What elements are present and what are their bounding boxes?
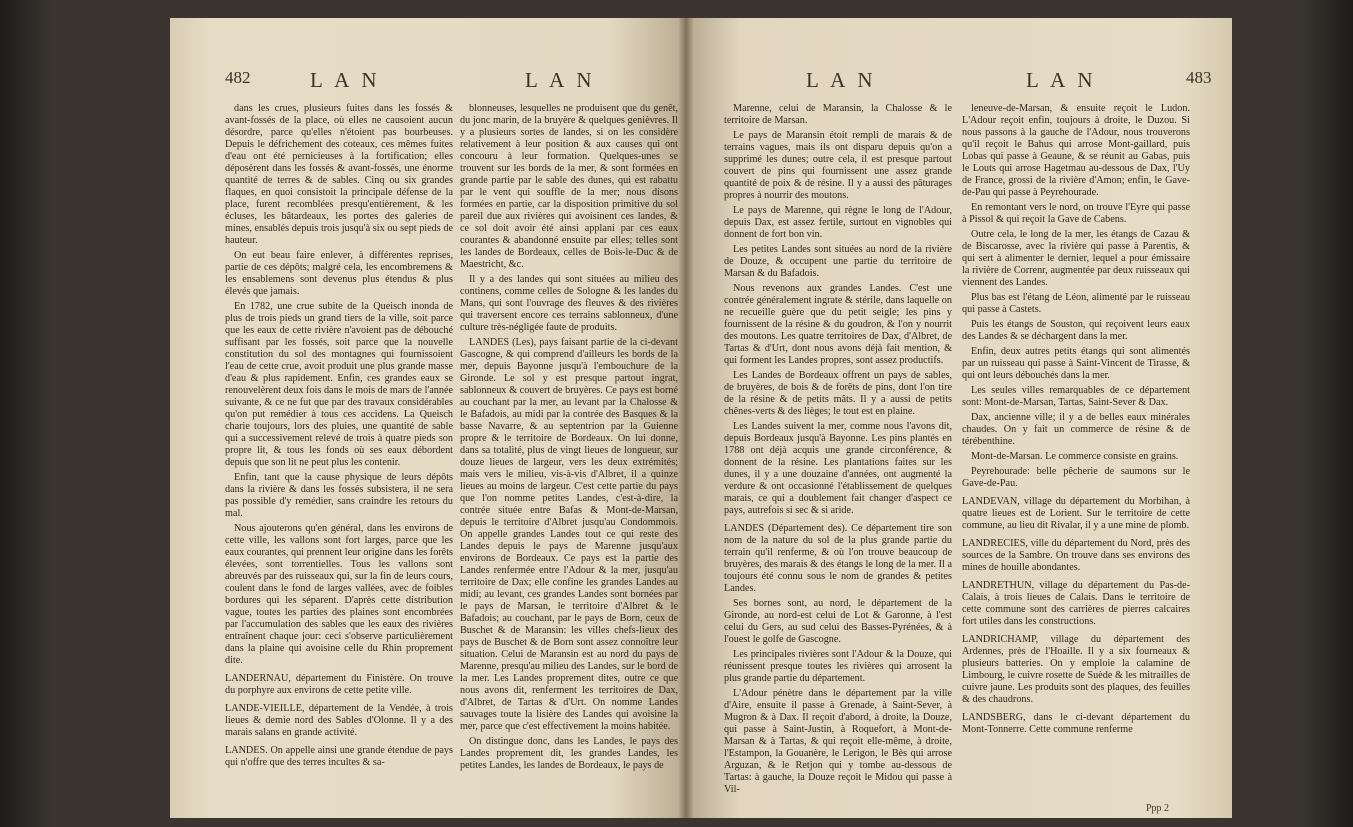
paragraph: Le pays de Marenne, qui règne le long de l'Adour, depuis Dax, est assez fertile, surtout en vignobles qui donnent de fort bon vin.	[724, 205, 952, 240]
entry-landrecies: LANDRECIES, ville du département du Nord, près des sources de la Sambre. On trouve dans ses environs des mines de houille abondantes.	[962, 538, 1190, 573]
page-number-left: 482	[225, 68, 251, 87]
paragraph: Le pays de Maransin étoit rempli de marais & de terrains vagues, mais ils ont disparu depuis qu'on a supprimé les dunes; outre cela, il est presque partout couvert de pins qui fournissent une assez grande quantité de poix & de résine. Il y a aussi des pâturages propres à nourrir des moutons.	[724, 130, 952, 201]
paragraph: Les petites Landes sont situées au nord de la rivière de Douze, & occupent une partie du territoire de Marsan & du Bafadois.	[724, 244, 952, 279]
right-column-2	[962, 103, 1190, 803]
paragraph: Enfin, deux autres petits étangs qui sont alimentés par un ruisseau qui passe à Saint-Vincent de Tirasse, & qui ont leurs débouchés dans la mer.	[962, 346, 1190, 381]
running-head-right-1: L A N	[806, 68, 877, 92]
left-column-1	[225, 103, 453, 803]
paragraph: Les principales rivières sont l'Adour & la Douze, qui réunissent presque toutes les rivières qui arrosent la plus grande partie du département.	[724, 649, 952, 684]
paragraph: On distingue donc, dans les Landes, le pays des Landes proprement dit, les grandes Landes, les petites Landes, les landes de Bordeaux, le pays de	[460, 736, 678, 771]
paragraph: LANDES (Les), pays faisant partie de la ci-devant Gascogne, & qui comprend d'ailleurs les bords de la mer, depuis Bayonne jusqu'à l'embouchure de la Gironde. Le sol y est presque partout ingrat, sablonneux & couvert de bruyères. Ce pays est borné au couchant par la mer, au levant par la Chalosse & le Bafadois, au midi par la contrée des Basques & la basse Navarre, & au septentrion par la Guienne propre & le territoire de Bordeaux. On lui donne, dans sa totalité, plus de vingt lieues de longueur, sur douze lieues de largeur, vers les deux extrémités; mais vers le milieu, vis-à-vis d'Albret, il a quinze lieues au moins de largeur. C'est cette partie du pays que l'on nomme petites Landes, c'est-à-dire, la contrée située entre Bafas & Mont-de-Marsan, depuis le territoire d'Albret jusqu'au Condommois. On appelle grandes Landes tout ce qui reste des Landes depuis le pays de Marenne jusqu'aux environs de Bordeaux. Ce pays est la partie des Landes renfermée entre l'Adour & la mer, jusqu'au territoire de Dax; elle confine les grandes Landes au midi; au levant, ces grandes Landes sont bornées par le pays de Marsan, le territoire d'Albret & le Bafadois; au couchant, par le pays de Born, ceux de Buschet & de Maransin: les villes chefs-lieux des pays de Buschet & de Born sont assez connoître leur situation. Celui de Maransin est au nord du pays de Marenne, presqu'au milieu des Landes, sur le bord de la mer. Les Landes proprement dites, outre ce que nous avons dit, renferment les territoires de Dax, d'Albret, de Tartas & d'Urt. On nomme Landes sauvages toute la lisière des Landes qui avoisine la mer, parce que c'est effectivement la moins habitée.	[460, 337, 678, 732]
paragraph: Enfin, tant que la cause physique de leurs dépôts dans la rivière & dans les fossés subsistera, il ne sera pas possible d'y remédier, sans craindre les retours du mal.	[225, 472, 453, 519]
entry-landernau: LANDERNAU, département du Finistère. On trouve du porphyre aux environs de cette petite ville.	[225, 673, 453, 696]
left-column-2	[460, 103, 678, 803]
paragraph: Il y a des landes qui sont situées au milieu des continens, comme celles de Sologne & les landes du Mans, qui sont l'ouvrage des fleuves & des rivières qui traversent encore ces terrains sablonneux, d'une culture très-négligée faute de produits.	[460, 274, 678, 333]
paragraph: Marenne, celui de Maransin, la Chalosse & le territoire de Marsan.	[724, 103, 952, 126]
left-page	[170, 18, 686, 818]
paragraph: Puis les étangs de Souston, qui reçoivent leurs eaux des Landes & se déchargent dans la mer.	[962, 319, 1190, 342]
paragraph: Les Landes suivent la mer, comme nous l'avons dit, depuis Bordeaux jusqu'à Bayonne. Les pins plantés en 1788 ont déjà acquis une grande circonférence, & donnent de la résine. Les plantations faites sur les dunes, il y a une douzaine d'années, ont augmenté la verdure & ont occasionné l'établissement de quelques marais, ce qui a doublement fait changer d'aspect ce pays, autrefois si sec & si aride.	[724, 421, 952, 516]
running-head-left-1: L A N	[310, 68, 381, 92]
paragraph: Dax, ancienne ville; il y a de belles eaux minérales chaudes. On y fait un commerce de résine & de térébenthine.	[962, 412, 1190, 447]
paragraph: Mont-de-Marsan. Le commerce consiste en grains.	[971, 451, 1179, 462]
paragraph: Nous ajouterons qu'en général, dans les environs de cette ville, les vallons sont fort larges, parce que les eaux courantes, qui prennent leur origine dans les forêts élevées, sont torrentielles. Tous les vallons sont abreuvés par des ruisseaux qui, sur la fin de leurs cours, coulent dans le fond de larges vallées, avec de foibles bordures qui les séparent. D'après cette distribution vague, toutes les parties des plaines sont encombrées par l'accumulation des sables que les eaux des rivières entraînent chaque jour: ceci s'observe particulièrement dans la plaine qui avoisine celle du Rhin proprement dite.	[225, 523, 453, 666]
paragraph: leneuve-de-Marsan, & ensuite reçoit le Ludon. L'Adour reçoit enfin, toujours à droite, le Duzou. Si nous passons à la gauche de l'Adour, nous trouverons qu'il reçoit le Bahus qui arrose Mont-gaillard, puis Lobas qui passe à Geaune, & se réunit au Gabas, puis le Louts qui arrose Hagetmau au-dessous de Dax, l'Uy de France, grossi de la rivière d'Amon; enfin, le Gave-de-Pau qui passe à Peyrehourade.	[962, 103, 1190, 198]
page-number-right: 483	[1186, 68, 1212, 87]
paragraph: L'Adour pénètre dans le département par la ville d'Aire, ensuite il passe à Grenade, à Saint-Sever, à Mugron & à Dax. Il reçoit d'abord, à droite, la Douze, qui passe à Saint-Justin, à Roquefort, à Mont-de-Marsan & à Tartas, & qui reçoit elle-même, à droite, l'Estampon, la Gouanère, le Lerigon, le Bès qui arrose Arguzan, & le Retjon qui y tombe au-dessous de Tartas: à gauche, la Douze reçoit le Midou qui passe à Vil-	[724, 688, 952, 795]
entry-landrethun: LANDRETHUN, village du département du Pas-de-Calais, à trois lieues de Calais. Dans le territoire de cette commune sont des carrières de pierres calcaires fort utiles dans les constructions.	[962, 580, 1190, 627]
paragraph: Les seules villes remarquables de ce département sont: Mont-de-Marsan, Tartas, Saint-Sever & Dax.	[962, 385, 1190, 408]
paragraph: Outre cela, le long de la mer, les étangs de Cazau & de Biscarosse, avec la rivière qui passe à Parentis, & qui sert à alimenter le dernier, lequel a pour émissaire la rivière de Correnr, augmentée par deux ruisseaux qui viennent des Landes.	[962, 229, 1190, 288]
entry-landes-departement: LANDES (Département des). Ce département tire son nom de la nature du sol de la plus grande partie du terrain qu'il renferme, & où l'on trouve beaucoup de bruyères, des marais & des étangs le long de la mer. Il a toujours été connu sous le nom de grandes & petites Landes.	[724, 523, 952, 594]
paragraph: Nous revenons aux grandes Landes. C'est une contrée généralement ingrate & stérile, dans laquelle on ne recueille guère que du petit seigle; les pins y fournissent de la résine & du goudron, & l'on y nourrit des moutons. Les quatre territoires de Dax, d'Albret, de Tartas & d'Urt, dont nous avons déjà fait mention, & qui forment les Landes propres, sont assez productifs.	[724, 283, 952, 366]
entry-landes: LANDES. On appelle ainsi une grande étendue de pays qui n'offre que des terres incultes & sa-	[225, 745, 453, 768]
paragraph: On eut beau faire enlever, à différentes reprises, partie de ces dépôts; malgré cela, les encombremens & les ensablemens sont devenus plus étendus & plus élevés que jamais.	[225, 250, 453, 297]
paragraph: Plus bas est l'étang de Léon, alimenté par le ruisseau qui passe à Castets.	[962, 292, 1190, 315]
right-column-1	[724, 103, 952, 803]
signature-mark: Ppp 2	[1146, 803, 1170, 814]
right-page	[686, 18, 1232, 818]
paragraph: En 1782, une crue subite de la Queisch inonda de plus de trois pieds un grand tiers de la ville, soit parce que les eaux de cette rivière n'avoient pas de débouché suffisant par les fossés, soit parce que la nouvelle constitution du sol des montagnes qui fournissoient l'eau de cette crue, avoit produit une plus grande masse d'eau & plus rapidement. Enfin, ces grandes eaux se renouvelèrent deux fois dans le mois de mars de l'année suivante, & ce ne fut que par des travaux considérables qu'on put remédier à tous ces accidens. La Queisch charie toujours, lors des pluies, une quantité de sable qui a successivement relevé de trois à quatre pieds son propre lit, & tous les fonds où ses eaux débordent depuis que son lit ne peut plus les contenir.	[225, 301, 453, 468]
entry-landevan: LANDEVAN, village du département du Morbihan, à quatre lieues est de Lorient. Sur le territoire de cette commune, au lieu dit Rivalar, il y a une mine de plomb.	[962, 496, 1190, 531]
entry-landsberg: LANDSBERG, dans le ci-devant département du Mont-Tonnerre. Cette commune renferme	[962, 712, 1190, 735]
running-head-left-2: L A N	[525, 68, 596, 92]
paragraph: Ses bornes sont, au nord, le département de la Gironde, au nord-est celui de Lot & Garonne, à l'est celui du Gers, au sud celui des Basses-Pyrénées, & à l'ouest le golfe de Gascogne.	[724, 598, 952, 645]
paragraph: Les Landes de Bordeaux offrent un pays de sables, de bruyères, de bois & de forêts de pins, dont l'on tire de la résine & de petits mâts. Il y a aussi de petits chênes-verts & des lièges; le tout est en plaine.	[724, 370, 952, 417]
book-gutter	[678, 18, 694, 818]
running-head-right-2: L A N	[1026, 68, 1097, 92]
entry-lande-vieille: LANDE-VIEILLE, département de la Vendée, à trois lieues & demie nord des Sables d'Olonne. Il y a des marais salans en grande activité.	[225, 703, 453, 738]
paragraph: Peyrehourade: belle pêcherie de saumons sur le Gave-de-Pau.	[962, 466, 1190, 489]
entry-landrichamp: LANDRICHAMP, village du département des Ardennes, près de l'Hoaille. Il y a six fourneaux & plusieurs batteries. On y emploie la calamine de Limbourg, le cuivre rosette de Suède & les mitrailles de cuivre jaune. Les produits sont des plaques, des feuilles & des chaudrons.	[962, 634, 1190, 705]
paragraph: En remontant vers le nord, on trouve l'Eyre qui passe à Pissol & qui reçoit la Gave de Cabens.	[962, 202, 1190, 225]
paragraph: dans les crues, plusieurs fuites dans les fossés & avant-fossés de la place, où elles ne causoient aucun désordre, parce qu'elles n'étoient pas bourbeuses. Depuis le défrichement des coteaux, ces mêmes fuites d'eau ont été pernicieuses à la fortification; elles déposèrent dans les fossés & avant-fossés, une énorme quantité de terres & de sables. Cinq ou six grandes flaques, en quoi consistoit la principale défense de la place, furent recomblées presqu'entièrement, & les écluses, les bâtardeaux, les portes des galeries de mines, ensablés depuis trois jusqu'à six ou sept pieds de hauteur.	[225, 103, 453, 246]
paragraph: blonneuses, lesquelles ne produisent que du genêt, du jonc marin, de la bruyère & quelques genièvres. Il y a plusieurs sortes de landes, si on les considère relativement à leur position & aux causes qui ont concouru à leur formation. Quelques-unes se trouvent sur les bords de la mer, & sont formées en grande partie par le sable des dunes, qui est rabattu par le vent qui souffle de la mer; nous disons formées en partie, car la disposition primitive du sol pareil due aux rivières qui avoisinent ces landes, & ce sol doit avoir été ainsi applani par ces eaux courantes & abandonné ensuite par elles; telles sont les landes de Bordeaux, celles de Bois-le-Duc & de Maestricht, &c.	[460, 103, 678, 270]
